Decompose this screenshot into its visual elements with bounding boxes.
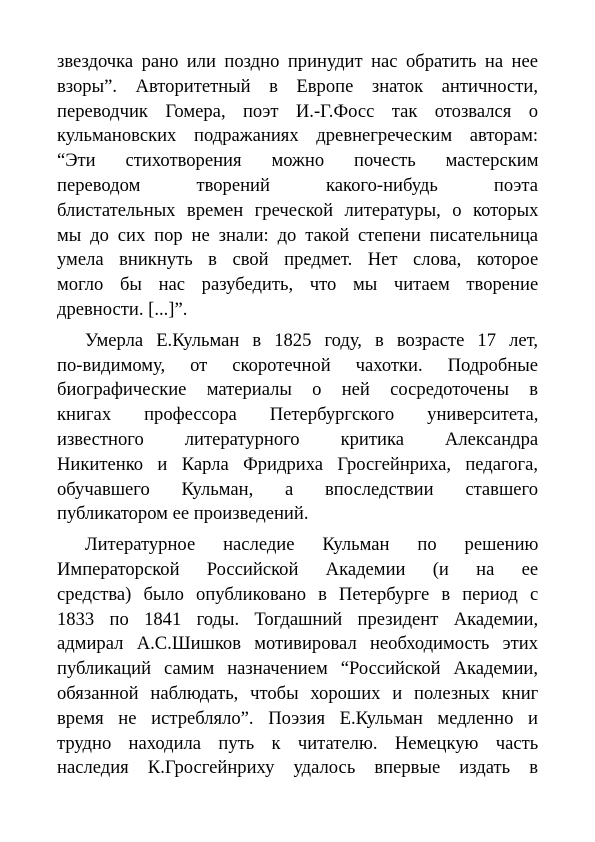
text-line: переводчик Гомера, поэт И.-Г.Фосс так отозвался о (57, 100, 538, 122)
paragraph-death-biography (57, 329, 538, 527)
text-line: мы до сих пор не знали: до такой степени писательница (57, 224, 539, 246)
text-line: переводом творений какого-нибудь поэта (57, 174, 538, 196)
text-line: 1833 по 1841 годы. Тогдашний президент Академии, (57, 608, 539, 630)
text-line: публикатором ее произведений. (57, 503, 309, 525)
text-line: “Эти стихотворения можно почесть мастерским (57, 150, 539, 172)
text-line: древности. [...]”. (57, 298, 188, 320)
document-page (57, 50, 538, 781)
text-line: обязанной наблюдать, чтобы хороших и полезных книг (57, 682, 539, 704)
text-line: Императорской Российской Академии (и на ее (57, 558, 539, 580)
text-line: время не истребляло”. Поэзия Е.Кульман медленно и (57, 707, 538, 729)
text-line: трудно находила путь к читателю. Немецкую часть (57, 732, 539, 754)
text-line: умела вникнуть в свой предмет. Нет слова, которое (57, 249, 539, 271)
text-line: адмирал А.С.Шишков мотивировал необходимость этих (57, 633, 538, 655)
text-line: известного литературного критика Александра (57, 428, 539, 450)
text-line: обучавшего Кульман, а впоследствии ставшего (57, 478, 538, 500)
text-line: по-видимому, от скоротечной чахотки. Подробные (57, 354, 538, 376)
text-line: средства) было опубликовано в Петербурге в период с (57, 583, 539, 605)
text-line: блистательных времен греческой литературы, о которых (57, 199, 539, 221)
text-line: публикаций самим назначением “Российской Академии, (57, 658, 538, 680)
text-line: наследия К.Гросгейнриху удалось впервые издать в (57, 757, 538, 779)
text-line: звездочка рано или поздно принудит нас обратить на нее (57, 51, 538, 72)
text-line: книгах профессора Петербургского университета, (57, 404, 539, 426)
text-line: Никитенко и Карла Фридриха Гросгейнриха, педагога, (57, 453, 538, 475)
text-line: взоры”. Авторитетный в Европе знаток античности, (57, 75, 538, 97)
text-line: могло бы нас разубедить, что мы читаем творение (57, 274, 539, 296)
text-line: Литературное наследие Кульман по решению (85, 534, 539, 556)
text-line: кульмановских подражаниях древнегреческим авторам: (57, 125, 538, 147)
paragraph-voss-quote (57, 50, 538, 323)
text-line: биографические материалы о ней сосредоточены в (57, 379, 538, 401)
text-line: Умерла Е.Кульман в 1825 году, в возрасте 17 лет, (85, 329, 538, 351)
paragraph-literary-legacy (57, 533, 538, 781)
